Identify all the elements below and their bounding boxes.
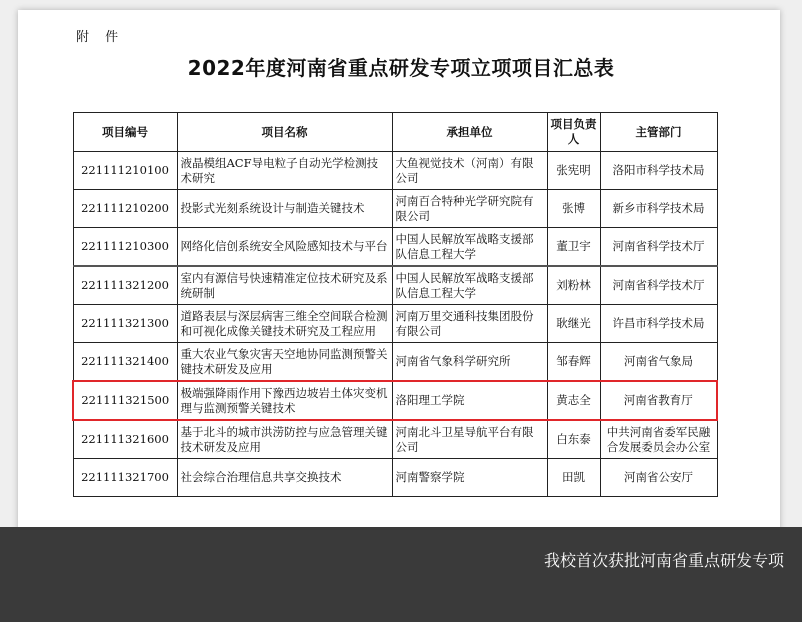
project-leader: 邹春辉	[547, 343, 600, 382]
table-row	[73, 266, 717, 305]
project-name: 液晶模组ACF导电粒子自动光学检测技术研究	[177, 152, 392, 190]
project-name: 极端强降雨作用下豫西边坡岩土体灾变机理与监测预警关键技术	[177, 381, 392, 420]
column-header: 承担单位	[392, 113, 547, 152]
project-unit: 河南万里交通科技集团股份有限公司	[392, 305, 547, 343]
table-row	[73, 190, 717, 228]
project-code: 221111321400	[73, 343, 177, 382]
project-dept: 河南省科学技术厅	[600, 266, 717, 305]
project-unit: 洛阳理工学院	[392, 381, 547, 420]
project-leader: 白东泰	[547, 420, 600, 459]
project-code: 221111321600	[73, 420, 177, 459]
image-caption: 我校首次获批河南省重点研发专项	[543, 551, 784, 570]
attachment-label: 附 件	[76, 30, 125, 45]
highlighted-table-row	[73, 381, 717, 420]
project-leader: 张宪明	[547, 152, 600, 190]
project-code: 221111210100	[73, 152, 177, 190]
project-leader: 耿继光	[547, 305, 600, 343]
project-unit: 中国人民解放军战略支援部队信息工程大学	[392, 228, 547, 267]
project-unit: 大鱼视觉技术（河南）有限公司	[392, 152, 547, 190]
document-title: 2022年度河南省重点研发专项立项项目汇总表	[187, 56, 615, 80]
table-row	[73, 420, 717, 459]
project-unit: 河南百合特种光学研究院有限公司	[392, 190, 547, 228]
project-code: 221111321200	[73, 266, 177, 305]
project-leader: 田凯	[547, 459, 600, 497]
project-table	[72, 112, 718, 497]
project-dept: 许昌市科学技术局	[600, 305, 717, 343]
project-dept: 中共河南省委军民融合发展委员会办公室	[600, 420, 717, 459]
project-unit: 河南警察学院	[392, 459, 547, 497]
project-name: 重大农业气象灾害天空地协同监测预警关键技术研发及应用	[177, 343, 392, 382]
project-unit: 中国人民解放军战略支援部队信息工程大学	[392, 266, 547, 305]
project-unit: 河南省气象科学研究所	[392, 343, 547, 382]
project-name: 室内有源信号快速精准定位技术研究及系统研制	[177, 266, 392, 305]
table-row	[73, 152, 717, 190]
table-row	[73, 305, 717, 343]
project-leader: 董卫宇	[547, 228, 600, 267]
column-header: 项目负责人	[547, 113, 600, 152]
project-code: 221111210200	[73, 190, 177, 228]
project-name: 基于北斗的城市洪涝防控与应急管理关键技术研发及应用	[177, 420, 392, 459]
project-name: 道路表层与深层病害三维全空间联合检测和可视化成像关键技术研究及工程应用	[177, 305, 392, 343]
project-leader: 刘粉林	[547, 266, 600, 305]
column-header: 项目名称	[177, 113, 392, 152]
project-dept: 新乡市科学技术局	[600, 190, 717, 228]
project-name: 社会综合治理信息共享交换技术	[177, 459, 392, 497]
caption-bar	[0, 527, 802, 622]
table-row	[73, 228, 717, 267]
project-leader: 张博	[547, 190, 600, 228]
project-code: 221111321700	[73, 459, 177, 497]
project-code: 221111321300	[73, 305, 177, 343]
project-dept: 河南省气象局	[600, 343, 717, 382]
project-dept: 河南省科学技术厅	[600, 228, 717, 267]
table-header-row	[73, 113, 717, 152]
project-unit: 河南北斗卫星导航平台有限公司	[392, 420, 547, 459]
column-header: 主管部门	[600, 113, 717, 152]
table-row	[73, 459, 717, 497]
project-dept: 河南省公安厅	[600, 459, 717, 497]
table-row	[73, 343, 717, 382]
project-leader: 黄志全	[547, 381, 600, 420]
project-code: 221111321500	[73, 381, 177, 420]
project-dept: 河南省教育厅	[600, 381, 717, 420]
project-name: 网络化信创系统安全风险感知技术与平台	[177, 228, 392, 267]
project-dept: 洛阳市科学技术局	[600, 152, 717, 190]
project-name: 投影式光刻系统设计与制造关键技术	[177, 190, 392, 228]
project-code: 221111210300	[73, 228, 177, 267]
column-header: 项目编号	[73, 113, 177, 152]
